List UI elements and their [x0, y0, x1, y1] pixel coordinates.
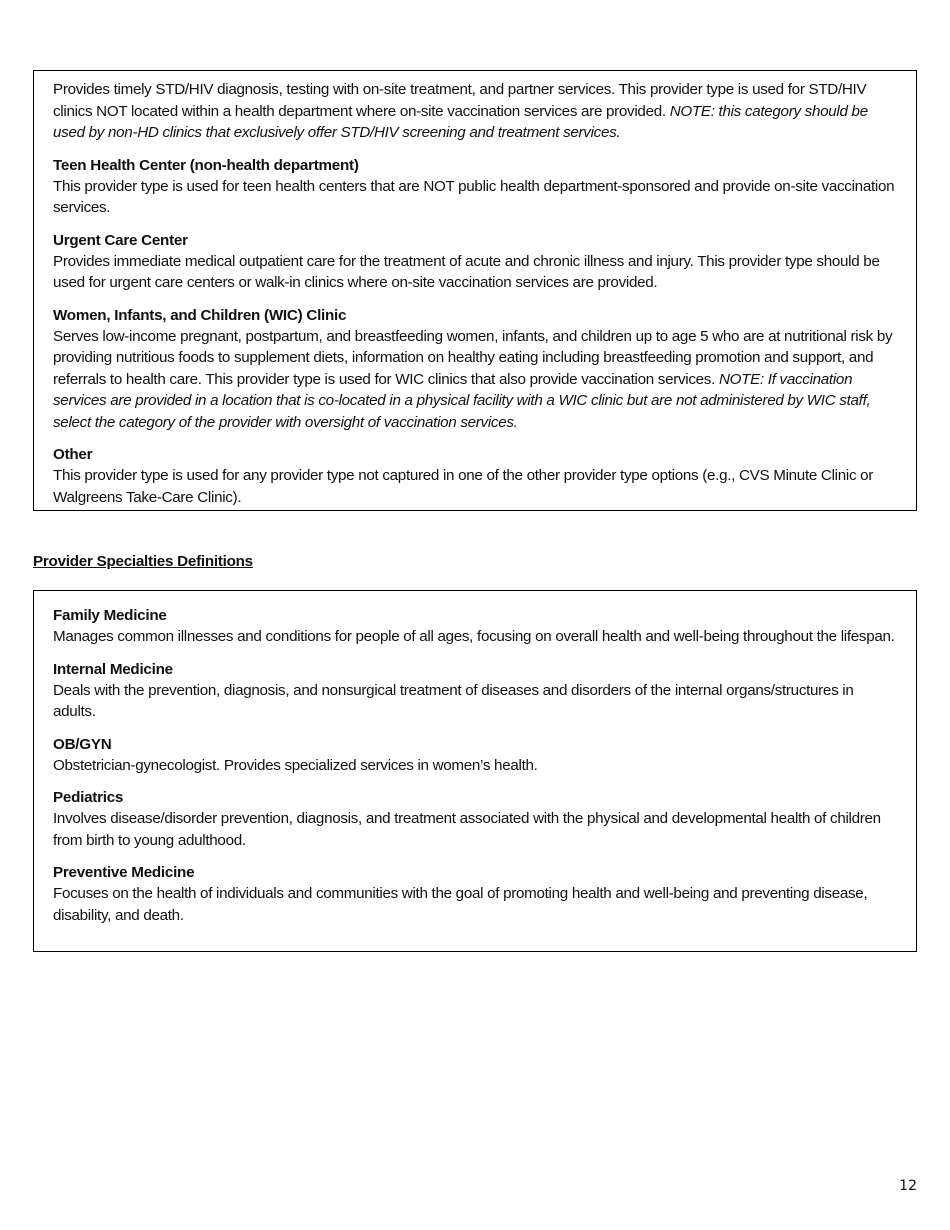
internal-medicine-entry	[53, 659, 896, 723]
entry-description: Obstetrician-gynecologist. Provides specialized services in women’s health.	[53, 756, 538, 774]
entry-title: OB/GYN	[53, 735, 112, 753]
teen-health-center-entry	[53, 155, 896, 219]
page-number: 12	[899, 1178, 917, 1194]
entry-description: This provider type is used for teen health centers that are NOT public health department-sponsored and provide on-site vaccination services.	[53, 177, 895, 216]
obgyn-entry	[53, 734, 896, 777]
pediatrics-entry	[53, 787, 896, 851]
preventive-medicine-entry	[53, 862, 896, 926]
entry-note: NOTE: this category should be used by non-HD clinics that exclusively offer STD/HIV screening and treatment services.	[53, 102, 868, 141]
provider-types-box	[33, 70, 917, 511]
entry-description: Provides immediate medical outpatient care for the treatment of acute and chronic illness and injury. This provider type should be used for urgent care centers or walk-in clinics where on-site vaccination services are provided.	[53, 252, 880, 291]
entry-description	[53, 326, 896, 434]
entry-title: Urgent Care Center	[53, 231, 188, 249]
entry-description: Focuses on the health of individuals and communities with the goal of promoting health and well-being and preventing disease, disability, and death.	[53, 885, 868, 924]
provider-specialties-heading: Provider Specialties Definitions	[33, 553, 253, 570]
entry-description: This provider type is used for any provider type not captured in one of the other provider type options (e.g., CVS Minute Clinic or Walgreens Take-Care Clinic).	[53, 467, 874, 506]
family-medicine-entry	[53, 605, 896, 648]
std-hiv-clinic-entry	[53, 79, 896, 144]
urgent-care-center-entry	[53, 230, 896, 294]
entry-title: Other	[53, 446, 93, 463]
entry-description	[53, 79, 896, 144]
entry-description: Manages common illnesses and conditions for people of all ages, focusing on overall health and well-being throughout the lifespan.	[53, 628, 895, 645]
provider-specialties-box	[33, 590, 917, 952]
entry-description: Deals with the prevention, diagnosis, and nonsurgical treatment of diseases and disorders of the internal organs/structures in adults.	[53, 681, 854, 720]
wic-clinic-entry	[53, 305, 896, 434]
entry-text: Provides timely STD/HIV diagnosis, testing with on-site treatment, and partner services. This provider type is used for STD/HIV clinics NOT located within a health department where on-site vaccination services are provided.	[53, 81, 867, 120]
entry-title: Women, Infants, and Children (WIC) Clinic	[53, 306, 347, 324]
entry-description: Involves disease/disorder prevention, diagnosis, and treatment associated with the physical and developmental health of children from birth to young adulthood.	[53, 810, 881, 849]
entry-text: Serves low-income pregnant, postpartum, and breastfeeding women, infants, and children up to age 5 who are at nutritional risk by providing nutritious foods to supplement diets, information on healthy eating including breastfeeding promotion and support, and referrals to health care. This provider type is used for WIC clinics that also provide vaccination services.	[53, 327, 893, 388]
entry-title: Preventive Medicine	[53, 864, 195, 881]
entry-title: Internal Medicine	[53, 660, 173, 678]
entry-title: Teen Health Center (non-health department)	[53, 156, 359, 174]
entry-note: NOTE: If vaccination services are provided in a location that is co-located in a physical facility with a WIC clinic but are not administered by WIC staff, select the category of the provider with oversight of vaccination services.	[53, 370, 871, 431]
other-entry	[53, 444, 896, 508]
entry-title: Pediatrics	[53, 789, 124, 806]
entry-title: Family Medicine	[53, 607, 167, 624]
